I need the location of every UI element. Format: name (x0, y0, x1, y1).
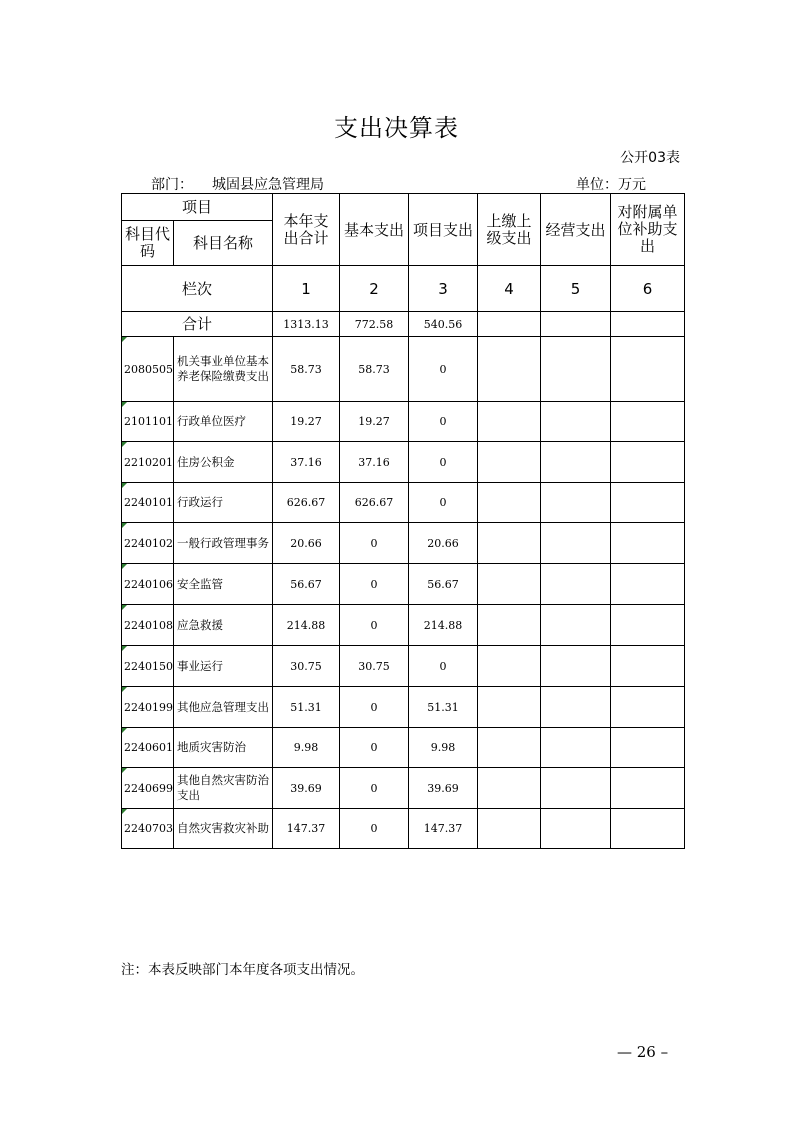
subject-name: 自然灾害救灾补助 (174, 809, 273, 849)
amount-cell: 51.31 (409, 687, 478, 728)
amount-cell: 20.66 (273, 523, 340, 564)
amount-cell: 0 (409, 646, 478, 687)
amount-cell: 9.98 (273, 728, 340, 768)
page-title: 支出决算表 (334, 114, 459, 142)
amount-cell: 19.27 (340, 402, 409, 442)
total-value (541, 312, 611, 337)
subject-name: 其他自然灾害防治支出 (174, 768, 273, 809)
unit-label: 单位：万元 (576, 177, 646, 193)
form-id: 公开03表 (620, 150, 680, 166)
amount-cell: 0 (409, 337, 478, 402)
header-total: 本年支出合计 (273, 194, 340, 266)
column-number: 6 (611, 266, 685, 312)
amount-cell (611, 337, 685, 402)
subject-code (122, 564, 174, 605)
cell-marker-icon (122, 402, 127, 407)
subject-code-text: 2240703 (124, 822, 173, 835)
amount-cell (478, 337, 541, 402)
cell-marker-icon (122, 337, 127, 342)
amount-cell: 30.75 (340, 646, 409, 687)
total-row (122, 312, 685, 337)
amount-cell (478, 728, 541, 768)
subject-code-text: 2240199 (124, 700, 173, 714)
subject-code (122, 646, 174, 687)
amount-cell: 37.16 (273, 442, 340, 483)
amount-cell (611, 646, 685, 687)
amount-cell: 0 (340, 605, 409, 646)
amount-cell: 0 (340, 768, 409, 809)
amount-cell (541, 337, 611, 402)
table-row (122, 809, 685, 849)
column-number: 4 (478, 266, 541, 312)
amount-cell: 214.88 (273, 605, 340, 646)
header-name: 科目名称 (174, 221, 273, 266)
amount-cell (478, 687, 541, 728)
amount-cell (478, 483, 541, 523)
column-number: 5 (541, 266, 611, 312)
total-label: 合计 (122, 312, 273, 337)
amount-cell: 0 (340, 564, 409, 605)
table-row (122, 402, 685, 442)
cell-marker-icon (122, 523, 127, 528)
table-row (122, 523, 685, 564)
amount-cell (478, 605, 541, 646)
table-row (122, 483, 685, 523)
table-row (122, 768, 685, 809)
subject-code (122, 809, 174, 849)
amount-cell (478, 646, 541, 687)
total-value: 772.58 (340, 312, 409, 337)
cell-marker-icon (122, 768, 127, 773)
column-number: 2 (340, 266, 409, 312)
amount-cell (611, 728, 685, 768)
header-remit: 上缴上级支出 (478, 194, 541, 266)
table-row (122, 337, 685, 402)
header-basic: 基本支出 (340, 194, 409, 266)
amount-cell: 51.31 (273, 687, 340, 728)
amount-cell (478, 768, 541, 809)
column-row-label: 栏次 (122, 266, 273, 312)
subject-code-text: 2240108 (124, 618, 173, 632)
amount-cell: 56.67 (273, 564, 340, 605)
subject-code (122, 442, 174, 483)
subject-name: 安全监管 (174, 564, 273, 605)
subject-code (122, 687, 174, 728)
cell-marker-icon (122, 687, 127, 692)
amount-cell (478, 523, 541, 564)
amount-cell: 626.67 (340, 483, 409, 523)
amount-cell (541, 809, 611, 849)
amount-cell (611, 564, 685, 605)
amount-cell (478, 442, 541, 483)
column-number-row (122, 266, 685, 312)
table-row (122, 728, 685, 768)
amount-cell (541, 646, 611, 687)
subject-code-text: 2101101 (124, 415, 173, 428)
subject-code-text: 2080505 (124, 362, 173, 376)
amount-cell (611, 402, 685, 442)
amount-cell: 58.73 (273, 337, 340, 402)
subject-code (122, 605, 174, 646)
table-row (122, 564, 685, 605)
amount-cell: 0 (340, 687, 409, 728)
amount-cell: 147.37 (273, 809, 340, 849)
amount-cell: 0 (340, 523, 409, 564)
amount-cell (541, 768, 611, 809)
amount-cell: 39.69 (409, 768, 478, 809)
cell-marker-icon (122, 809, 127, 814)
subject-code-text: 2240601 (124, 741, 173, 754)
amount-cell (541, 523, 611, 564)
subject-name: 行政运行 (174, 483, 273, 523)
subject-code (122, 768, 174, 809)
subject-code (122, 402, 174, 442)
subject-code-text: 2210201 (124, 455, 173, 469)
header-item: 项目 (122, 194, 273, 221)
amount-cell: 56.67 (409, 564, 478, 605)
header-subsidy: 对附属单位补助支出 (611, 194, 685, 266)
amount-cell: 30.75 (273, 646, 340, 687)
amount-cell: 626.67 (273, 483, 340, 523)
header-operating: 经营支出 (541, 194, 611, 266)
amount-cell (611, 523, 685, 564)
amount-cell: 9.98 (409, 728, 478, 768)
subject-code (122, 337, 174, 402)
subject-name: 其他应急管理支出 (174, 687, 273, 728)
amount-cell (541, 402, 611, 442)
cell-marker-icon (122, 605, 127, 610)
amount-cell (611, 605, 685, 646)
amount-cell: 39.69 (273, 768, 340, 809)
department-label: 部门： (151, 177, 193, 193)
table-row (122, 605, 685, 646)
subject-name: 应急救援 (174, 605, 273, 646)
amount-cell: 58.73 (340, 337, 409, 402)
amount-cell: 0 (409, 442, 478, 483)
cell-marker-icon (122, 442, 127, 447)
amount-cell (541, 483, 611, 523)
amount-cell (611, 483, 685, 523)
subject-name: 事业运行 (174, 646, 273, 687)
page-number: — 26 – (617, 1043, 669, 1061)
subject-name: 机关事业单位基本养老保险缴费支出 (174, 337, 273, 402)
department-name: 城固县应急管理局 (212, 177, 324, 193)
amount-cell (541, 442, 611, 483)
total-value: 1313.13 (273, 312, 340, 337)
amount-cell (478, 809, 541, 849)
total-value (611, 312, 685, 337)
subject-name: 一般行政管理事务 (174, 523, 273, 564)
subject-code-text: 2240150 (124, 659, 173, 673)
amount-cell (478, 564, 541, 605)
cell-marker-icon (122, 564, 127, 569)
amount-cell (611, 687, 685, 728)
column-number: 1 (273, 266, 340, 312)
amount-cell: 0 (340, 728, 409, 768)
table-row (122, 687, 685, 728)
cell-marker-icon (122, 483, 127, 488)
amount-cell: 0 (409, 483, 478, 523)
amount-cell (611, 442, 685, 483)
cell-marker-icon (122, 646, 127, 651)
subject-code-text: 2240102 (124, 536, 173, 550)
expenditure-table (121, 193, 685, 849)
amount-cell: 0 (340, 809, 409, 849)
footnote: 注：本表反映部门本年度各项支出情况。 (121, 962, 364, 978)
column-number: 3 (409, 266, 478, 312)
amount-cell: 214.88 (409, 605, 478, 646)
total-value (478, 312, 541, 337)
table-row (122, 442, 685, 483)
amount-cell: 0 (409, 402, 478, 442)
amount-cell (541, 687, 611, 728)
amount-cell: 19.27 (273, 402, 340, 442)
subject-name: 地质灾害防治 (174, 728, 273, 768)
subject-code-text: 2240699 (124, 781, 173, 795)
subject-name: 行政单位医疗 (174, 402, 273, 442)
amount-cell (611, 809, 685, 849)
amount-cell: 147.37 (409, 809, 478, 849)
subject-code-text: 2240106 (124, 577, 173, 591)
amount-cell (541, 605, 611, 646)
amount-cell (611, 768, 685, 809)
amount-cell (541, 564, 611, 605)
amount-cell: 37.16 (340, 442, 409, 483)
subject-name: 住房公积金 (174, 442, 273, 483)
subject-code (122, 728, 174, 768)
cell-marker-icon (122, 728, 127, 733)
amount-cell (478, 402, 541, 442)
total-value: 540.56 (409, 312, 478, 337)
subject-code-text: 2240101 (124, 496, 173, 509)
header-code: 科目代码 (122, 221, 174, 266)
header-project: 项目支出 (409, 194, 478, 266)
subject-code (122, 483, 174, 523)
subject-code (122, 523, 174, 564)
amount-cell (541, 728, 611, 768)
amount-cell: 20.66 (409, 523, 478, 564)
table-row (122, 646, 685, 687)
